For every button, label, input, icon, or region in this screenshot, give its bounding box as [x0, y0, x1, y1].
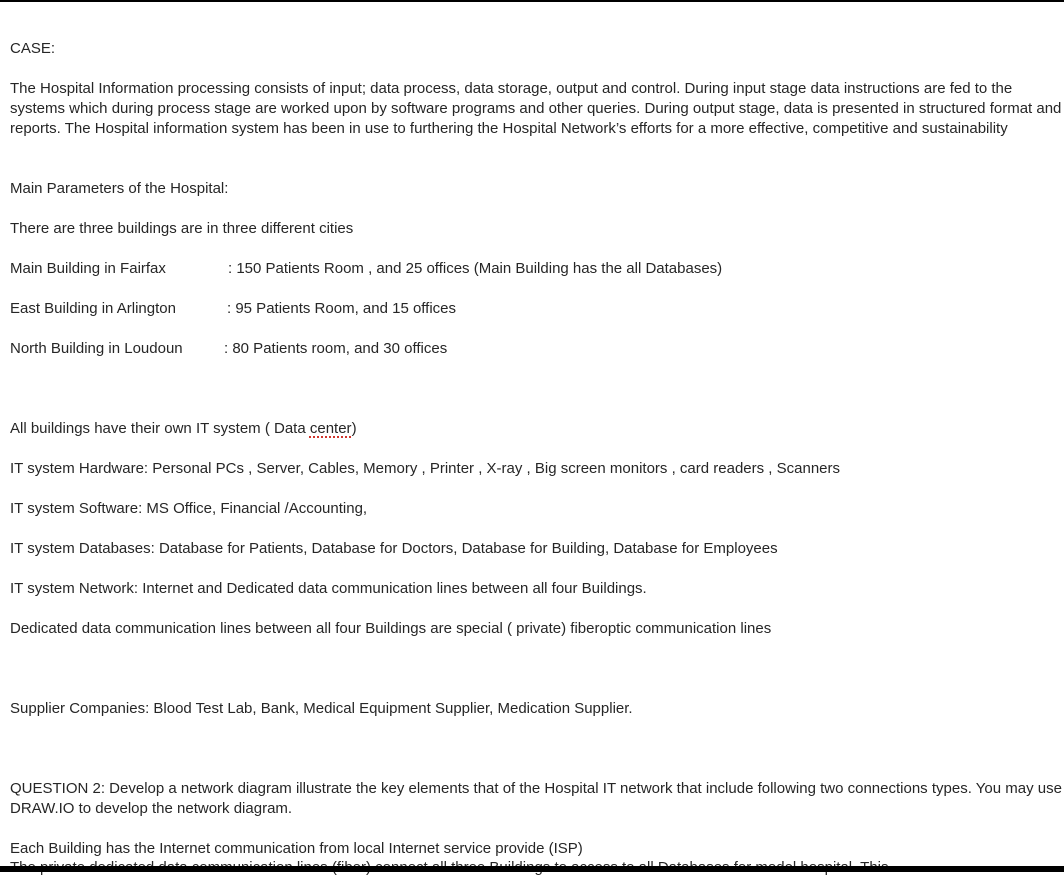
building-detail-north: : 80 Patients room, and 30 offices [224, 340, 448, 357]
it-hardware-line: IT system Hardware: Personal PCs , Server, Cables, Memory , Printer , X-ray , Big screen monitors , card readers , Scanners [10, 460, 841, 477]
question-paragraph: QUESTION 2: Develop a network diagram illustrate the key elements that of the Hospital IT network that include following two connections types. You may use DRAW.IO to develop the network diagram. [10, 780, 1062, 817]
building-name-north: North Building in Loudoun [10, 340, 183, 357]
buildings-intro: There are three buildings are in three different cities [10, 220, 354, 237]
parameters-heading: Main Parameters of the Hospital: [10, 180, 229, 197]
suppliers-line: Supplier Companies: Blood Test Lab, Bank, Medical Equipment Supplier, Medication Supplier. [10, 700, 633, 717]
spellcheck-flagged-word[interactable]: center [309, 420, 352, 437]
building-name-east: East Building in Arlington [10, 300, 176, 317]
bottom-border [0, 866, 1064, 872]
it-software-line: IT system Software: MS Office, Financial /Accounting, [10, 500, 368, 517]
dedicated-lines-text: Dedicated data communication lines between all four Buildings are special ( private) fiberoptic communication lines [10, 620, 772, 637]
it-own-system-line [10, 419, 357, 439]
isp-line: Each Building has the Internet communication from local Internet service provide (ISP) [10, 840, 583, 857]
building-detail-east: : 95 Patients Room, and 15 offices [227, 300, 457, 317]
it-databases-line: IT system Databases: Database for Patients, Database for Doctors, Database for Building, Database for Employees [10, 540, 778, 557]
intro-paragraph: The Hospital Information processing consists of input; data process, data storage, output and control. During input stage data instructions are fed to the systems which during process stage are worked upon by software programs and other queries. During output stage, data is presented in structured format and reports. The Hospital information system has been in use to furthering the Hospital Network’s efforts for a more effective, competitive and sustainability [10, 80, 1062, 137]
building-name-main: Main Building in Fairfax [10, 260, 166, 277]
case-label: CASE: [10, 40, 56, 57]
it-network-line: IT system Network: Internet and Dedicated data communication lines between all four Buildings. [10, 580, 647, 597]
it-own-system-suffix: ) [351, 420, 357, 437]
it-own-system-prefix: All buildings have their own IT system ( Data [10, 420, 310, 437]
building-detail-main: : 150 Patients Room , and 25 offices (Main Building has the all Databases) [228, 260, 723, 277]
